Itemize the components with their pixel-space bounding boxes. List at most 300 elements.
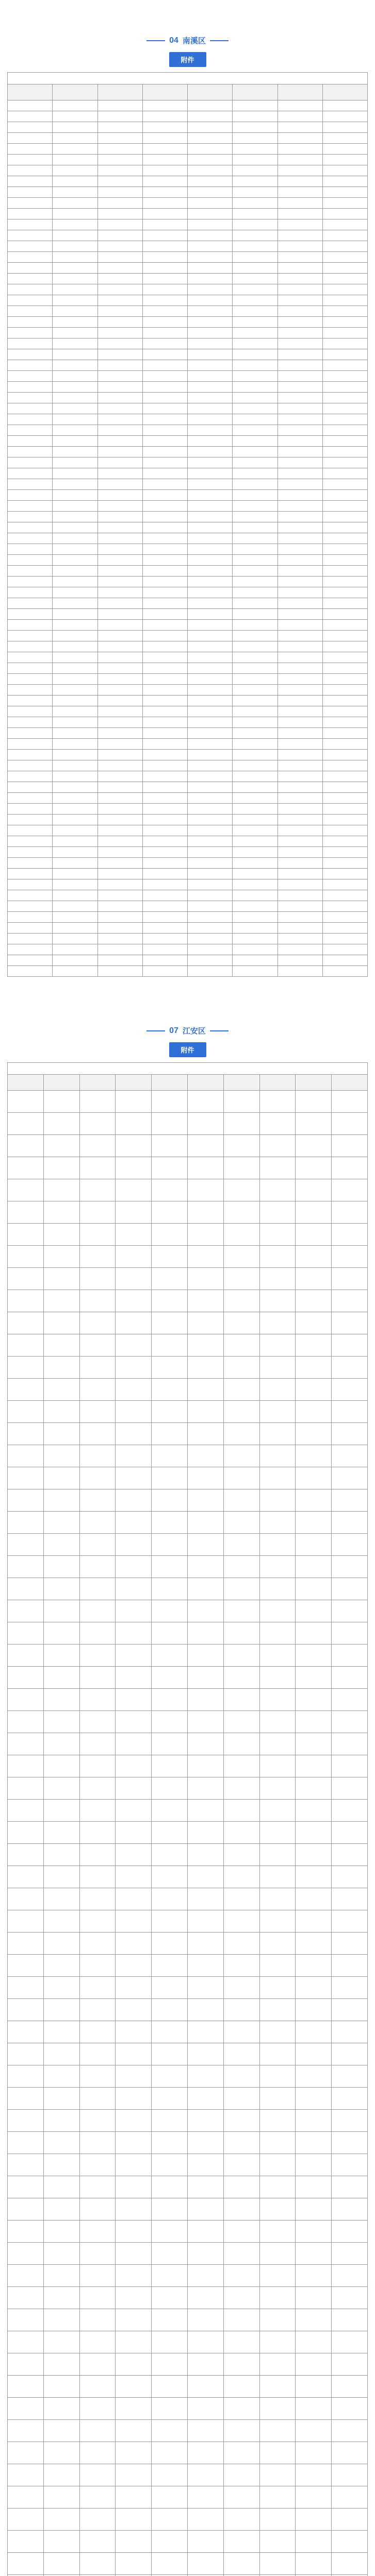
table-cell xyxy=(53,252,97,263)
table-cell xyxy=(233,620,278,631)
table-cell xyxy=(8,944,53,955)
table-row xyxy=(8,447,368,457)
table-cell xyxy=(116,1201,152,1224)
table-cell xyxy=(142,155,187,165)
table-cell xyxy=(322,858,367,869)
table-cell xyxy=(8,1622,44,1645)
table-cell xyxy=(223,2287,259,2309)
table-cell xyxy=(97,750,142,760)
table-cell xyxy=(259,1489,296,1512)
table-cell xyxy=(296,1334,332,1357)
table-cell xyxy=(116,1578,152,1600)
table-cell xyxy=(8,555,53,566)
table-cell xyxy=(8,1312,44,1334)
table-cell xyxy=(43,1268,79,1290)
table-title xyxy=(7,1062,368,1074)
table-cell xyxy=(8,306,53,317)
table-cell xyxy=(116,1334,152,1357)
table-cell xyxy=(79,1534,116,1556)
table-cell xyxy=(53,338,97,349)
table-cell xyxy=(142,328,187,338)
table-cell xyxy=(142,382,187,393)
table-cell xyxy=(188,393,233,403)
table-cell xyxy=(79,2021,116,2043)
table-cell xyxy=(43,2509,79,2531)
table-cell xyxy=(97,274,142,284)
table-cell xyxy=(322,176,367,187)
table-cell xyxy=(223,1091,259,1113)
table-cell xyxy=(8,2043,44,2065)
table-cell xyxy=(188,165,233,176)
table-cell xyxy=(332,2221,368,2243)
table-cell xyxy=(233,598,278,609)
table-row xyxy=(8,1379,368,1401)
table-cell xyxy=(79,1733,116,1755)
table-cell xyxy=(53,122,97,133)
table-cell xyxy=(43,1999,79,2021)
table-cell xyxy=(188,349,233,360)
table-cell xyxy=(116,1268,152,1290)
table-cell xyxy=(43,2243,79,2265)
table-cell xyxy=(233,631,278,641)
table-row xyxy=(8,111,368,122)
table-cell xyxy=(43,2287,79,2309)
table-cell xyxy=(188,317,233,328)
table-cell xyxy=(79,2265,116,2287)
table-cell xyxy=(43,2043,79,2065)
table-cell xyxy=(223,1755,259,1777)
table-cell xyxy=(116,1157,152,1179)
column-header xyxy=(332,1075,368,1091)
table-cell xyxy=(53,825,97,836)
table-cell xyxy=(233,674,278,685)
table-cell xyxy=(296,2154,332,2176)
table-cell xyxy=(43,1622,79,1645)
table-cell xyxy=(8,457,53,468)
table-cell xyxy=(8,219,53,230)
table-cell xyxy=(322,501,367,512)
table-cell xyxy=(152,2110,188,2132)
table-cell xyxy=(332,1113,368,1135)
table-cell xyxy=(97,317,142,328)
table-cell xyxy=(233,728,278,739)
table-cell xyxy=(53,512,97,522)
table-row xyxy=(8,306,368,317)
table-row xyxy=(8,620,368,631)
table-cell xyxy=(187,1844,223,1866)
table-cell xyxy=(43,1667,79,1689)
table-cell xyxy=(97,447,142,457)
table-cell xyxy=(188,209,233,219)
table-cell xyxy=(187,2043,223,2065)
recruitment-table xyxy=(7,84,368,977)
table-cell xyxy=(188,825,233,836)
table-cell xyxy=(322,923,367,934)
table-cell xyxy=(223,1866,259,1888)
table-cell xyxy=(188,696,233,706)
table-cell xyxy=(332,2132,368,2154)
table-cell xyxy=(8,674,53,685)
table-cell xyxy=(259,1755,296,1777)
table-cell xyxy=(188,187,233,198)
table-cell xyxy=(223,1357,259,1379)
table-cell xyxy=(322,338,367,349)
table-cell xyxy=(142,360,187,371)
table-cell xyxy=(152,1578,188,1600)
table-cell xyxy=(233,847,278,858)
table-cell xyxy=(322,598,367,609)
table-cell xyxy=(116,1357,152,1379)
table-cell xyxy=(233,393,278,403)
table-cell xyxy=(79,2243,116,2265)
table-cell xyxy=(8,1512,44,1534)
table-cell xyxy=(116,1224,152,1246)
table-cell xyxy=(43,2198,79,2221)
table-cell xyxy=(188,544,233,555)
table-cell xyxy=(116,1800,152,1822)
table-cell xyxy=(233,696,278,706)
table-cell xyxy=(8,468,53,479)
table-cell xyxy=(142,804,187,815)
table-cell xyxy=(233,522,278,533)
table-cell xyxy=(332,1733,368,1755)
table-cell xyxy=(259,2486,296,2509)
table-cell xyxy=(278,295,322,306)
table-cell xyxy=(152,1955,188,1977)
table-cell xyxy=(259,2331,296,2353)
table-cell xyxy=(8,858,53,869)
table-cell xyxy=(97,555,142,566)
table-cell xyxy=(8,2486,44,2509)
table-cell xyxy=(296,1844,332,1866)
table-row xyxy=(8,555,368,566)
table-cell xyxy=(296,1157,332,1179)
table-row xyxy=(8,2221,368,2243)
table-cell xyxy=(233,468,278,479)
table-cell xyxy=(53,425,97,436)
table-cell xyxy=(278,209,322,219)
table-cell xyxy=(142,890,187,901)
table-cell xyxy=(79,1401,116,1423)
table-cell xyxy=(233,793,278,804)
table-cell xyxy=(223,1910,259,1933)
table-cell xyxy=(43,2331,79,2353)
table-cell xyxy=(188,793,233,804)
table-cell xyxy=(259,1667,296,1689)
table-cell xyxy=(233,144,278,155)
table-cell xyxy=(8,1977,44,1999)
table-cell xyxy=(259,2442,296,2464)
table-cell xyxy=(79,1379,116,1401)
table-cell xyxy=(8,1556,44,1578)
table-cell xyxy=(8,750,53,760)
table-cell xyxy=(97,631,142,641)
table-cell xyxy=(142,739,187,750)
table-cell xyxy=(187,1711,223,1733)
table-cell xyxy=(187,1268,223,1290)
table-cell xyxy=(296,2309,332,2331)
table-cell xyxy=(187,1246,223,1268)
table-cell xyxy=(142,501,187,512)
table-cell xyxy=(116,1844,152,1866)
table-cell xyxy=(187,1379,223,1401)
table-cell xyxy=(187,1201,223,1224)
table-cell xyxy=(79,2309,116,2331)
table-cell xyxy=(43,1357,79,1379)
table-cell xyxy=(79,1711,116,1733)
table-cell xyxy=(296,2376,332,2398)
table-cell xyxy=(278,750,322,760)
table-cell xyxy=(53,739,97,750)
table-cell xyxy=(43,1689,79,1711)
table-cell xyxy=(142,425,187,436)
table-cell xyxy=(116,1135,152,1157)
table-cell xyxy=(332,1556,368,1578)
table-cell xyxy=(152,2331,188,2353)
table-cell xyxy=(322,317,367,328)
table-row xyxy=(8,1755,368,1777)
table-cell xyxy=(79,1224,116,1246)
table-cell xyxy=(259,1512,296,1534)
table-cell xyxy=(187,1290,223,1312)
table-cell xyxy=(296,2132,332,2154)
table-row xyxy=(8,252,368,263)
table-cell xyxy=(8,100,53,111)
table-cell xyxy=(53,447,97,457)
table-cell xyxy=(188,230,233,241)
table-cell xyxy=(142,403,187,414)
table-cell xyxy=(142,652,187,663)
table-cell xyxy=(278,306,322,317)
table-cell xyxy=(322,274,367,284)
table-cell xyxy=(116,2553,152,2575)
table-row xyxy=(8,522,368,533)
table-cell xyxy=(259,1689,296,1711)
table-cell xyxy=(116,1534,152,1556)
table-cell xyxy=(142,717,187,728)
table-cell xyxy=(142,847,187,858)
table-cell xyxy=(259,1645,296,1667)
table-cell xyxy=(142,219,187,230)
table-cell xyxy=(332,1179,368,1201)
table-header xyxy=(8,84,368,100)
table-cell xyxy=(152,1866,188,1888)
table-cell xyxy=(79,1999,116,2021)
table-cell xyxy=(79,1445,116,1467)
table-cell xyxy=(188,566,233,577)
table-cell xyxy=(322,804,367,815)
table-cell xyxy=(8,1268,44,1290)
table-row xyxy=(8,403,368,414)
table-cell xyxy=(233,804,278,815)
table-row xyxy=(8,890,368,901)
table-cell xyxy=(116,1556,152,1578)
table-cell xyxy=(259,2376,296,2398)
table-cell xyxy=(259,1179,296,1201)
table-cell xyxy=(223,1534,259,1556)
table-cell xyxy=(97,122,142,133)
table-cell xyxy=(322,371,367,382)
table-row xyxy=(8,2065,368,2088)
table-cell xyxy=(223,2221,259,2243)
table-cell xyxy=(233,349,278,360)
table-cell xyxy=(8,620,53,631)
table-cell xyxy=(43,2154,79,2176)
table-row xyxy=(8,2088,368,2110)
table-cell xyxy=(8,1755,44,1777)
table-row xyxy=(8,360,368,371)
table-cell xyxy=(53,241,97,252)
table-cell xyxy=(8,2065,44,2088)
table-cell xyxy=(8,360,53,371)
table-row xyxy=(8,338,368,349)
table-cell xyxy=(79,1755,116,1777)
table-cell xyxy=(278,652,322,663)
table-row xyxy=(8,1822,368,1844)
table-cell xyxy=(116,1179,152,1201)
table-row xyxy=(8,825,368,836)
table-cell xyxy=(188,219,233,230)
table-cell xyxy=(142,522,187,533)
table-cell xyxy=(152,1711,188,1733)
table-cell xyxy=(322,187,367,198)
table-cell xyxy=(79,1600,116,1622)
table-cell xyxy=(259,1290,296,1312)
table-cell xyxy=(259,1312,296,1334)
table-cell xyxy=(79,1357,116,1379)
table-cell xyxy=(116,1977,152,1999)
table-cell xyxy=(79,1268,116,1290)
table-cell xyxy=(152,2420,188,2442)
table-cell xyxy=(116,2176,152,2198)
table-cell xyxy=(233,566,278,577)
table-cell xyxy=(8,209,53,219)
table-cell xyxy=(43,1866,79,1888)
table-cell xyxy=(116,2265,152,2287)
table-cell xyxy=(142,869,187,879)
table-cell xyxy=(233,771,278,782)
table-cell xyxy=(223,2553,259,2575)
table-cell xyxy=(332,1933,368,1955)
table-row xyxy=(8,793,368,804)
table-cell xyxy=(233,555,278,566)
column-header xyxy=(278,84,322,100)
table-row xyxy=(8,2287,368,2309)
table-cell xyxy=(233,966,278,977)
table-cell xyxy=(187,1733,223,1755)
table-cell xyxy=(97,468,142,479)
table-row xyxy=(8,382,368,393)
table-cell xyxy=(142,641,187,652)
table-cell xyxy=(322,414,367,425)
table-cell xyxy=(233,890,278,901)
table-cell xyxy=(8,934,53,944)
table-cell xyxy=(322,706,367,717)
table-cell xyxy=(188,479,233,490)
table-cell xyxy=(322,793,367,804)
table-row xyxy=(8,479,368,490)
table-cell xyxy=(259,2353,296,2376)
table-cell xyxy=(332,2398,368,2420)
table-cell xyxy=(97,230,142,241)
table-row xyxy=(8,2398,368,2420)
table-cell xyxy=(97,393,142,403)
table-cell xyxy=(278,598,322,609)
table-cell xyxy=(188,425,233,436)
table-cell xyxy=(152,1534,188,1556)
table-cell xyxy=(142,955,187,966)
table-row xyxy=(8,782,368,793)
table-cell xyxy=(152,1777,188,1800)
table-cell xyxy=(8,512,53,522)
table-cell xyxy=(332,2331,368,2353)
table-cell xyxy=(233,284,278,295)
table-row xyxy=(8,869,368,879)
table-cell xyxy=(233,944,278,955)
table-cell xyxy=(223,1600,259,1622)
table-row xyxy=(8,2420,368,2442)
table-cell xyxy=(223,1888,259,1910)
table-cell xyxy=(116,2132,152,2154)
table-row xyxy=(8,1401,368,1423)
table-cell xyxy=(187,2486,223,2509)
table-cell xyxy=(8,685,53,696)
table-cell xyxy=(8,501,53,512)
table-cell xyxy=(233,652,278,663)
table-cell xyxy=(233,447,278,457)
table-row xyxy=(8,836,368,847)
table-row xyxy=(8,2442,368,2464)
table-cell xyxy=(259,2198,296,2221)
table-cell xyxy=(116,1888,152,1910)
table-cell xyxy=(8,1822,44,1844)
table-cell xyxy=(8,566,53,577)
table-cell xyxy=(322,209,367,219)
table-cell xyxy=(97,165,142,176)
table-cell xyxy=(322,133,367,144)
table-cell xyxy=(223,2420,259,2442)
table-cell xyxy=(8,1999,44,2021)
table-cell xyxy=(188,371,233,382)
table-cell xyxy=(332,1445,368,1467)
table-cell xyxy=(332,2509,368,2531)
table-cell xyxy=(187,2553,223,2575)
table-row xyxy=(8,685,368,696)
table-cell xyxy=(296,1268,332,1290)
table-cell xyxy=(278,815,322,825)
table-cell xyxy=(223,1667,259,1689)
table-cell xyxy=(142,468,187,479)
table-cell xyxy=(322,847,367,858)
table-cell xyxy=(8,198,53,209)
table-cell xyxy=(278,685,322,696)
table-cell xyxy=(259,2265,296,2287)
table-cell xyxy=(223,2198,259,2221)
table-cell xyxy=(187,1888,223,1910)
table-cell xyxy=(322,155,367,165)
table-cell xyxy=(79,2509,116,2531)
table-cell xyxy=(296,2531,332,2553)
table-cell xyxy=(322,436,367,447)
table-cell xyxy=(332,1578,368,1600)
table-cell xyxy=(187,2376,223,2398)
table-cell xyxy=(278,403,322,414)
table-cell xyxy=(97,187,142,198)
table-cell xyxy=(53,393,97,403)
table-cell xyxy=(116,2154,152,2176)
table-cell xyxy=(79,1888,116,1910)
table-row xyxy=(8,1467,368,1489)
